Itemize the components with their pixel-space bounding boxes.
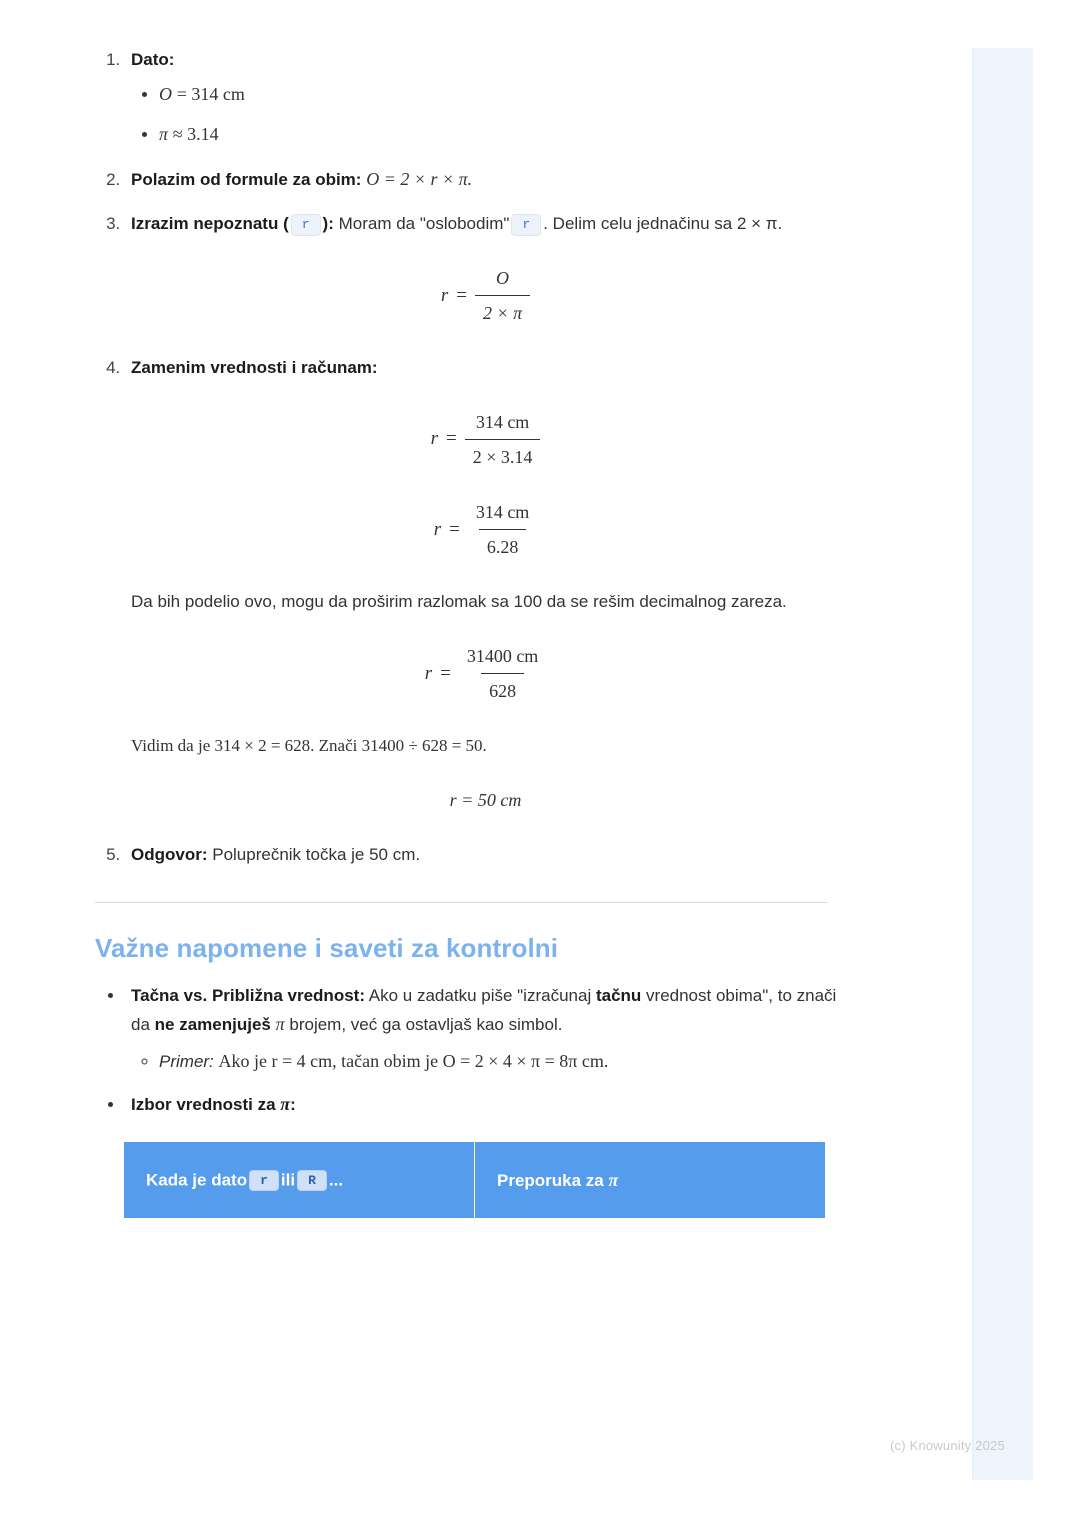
note-1-pi: π (275, 1013, 285, 1034)
variable-pi: π (159, 124, 169, 145)
given-values-list (131, 80, 840, 150)
step-4-label: Zamenim vrednosti i računam: (131, 358, 378, 378)
given-value-o (159, 80, 840, 109)
formula-4-denominator: 628 (481, 673, 524, 706)
step-dato (125, 46, 840, 149)
formula-4-eq: = (440, 662, 451, 684)
formula-3-denominator: 6.28 (479, 529, 527, 562)
table-header-given-mid: ili (280, 1169, 296, 1189)
formula-3-lhs: r (433, 518, 442, 540)
note-1-bold-2: tačnu (595, 986, 642, 1006)
table-header-given-post: ... (328, 1169, 344, 1189)
table-header-pi: π (608, 1169, 619, 1190)
notes-list (95, 982, 840, 1119)
note-1-text-c: brojem, već ga ostavljaš kao simbol. (289, 1014, 563, 1034)
note-exact-vs-approx (125, 982, 840, 1076)
result-text: r = 50 cm (449, 789, 522, 810)
variable-chip-r: r (291, 214, 321, 236)
step-odgovor (125, 841, 840, 869)
formula-2-fraction (465, 408, 541, 472)
page-right-rail (972, 48, 1033, 1480)
note-example (159, 1047, 840, 1076)
step-5-text: Poluprečnik točka je 50 cm. (212, 844, 421, 864)
step-izrazim (125, 210, 840, 328)
formula-2-eq: = (446, 428, 457, 450)
formula-4-numerator: 31400 cm (466, 645, 539, 666)
step-3-label-post: ): (322, 214, 334, 234)
formula-3-numerator: 314 cm (475, 501, 530, 522)
table-header-row (124, 1142, 826, 1219)
formula-r-expanded (131, 642, 840, 706)
formula-3-fraction (468, 498, 538, 562)
formula-1-eq: = (456, 284, 467, 306)
formula-4-lhs: r (424, 662, 433, 684)
step-4-paragraph-2: Vidim da je 314 × 2 = 628. Znači 31400 ÷ 628 = 50. (131, 736, 487, 756)
formula-1-lhs: r (440, 284, 449, 306)
note-2-pi: π (280, 1094, 291, 1115)
formula-1-fraction (475, 264, 530, 328)
copyright-watermark: (c) Knowunity 2025 (890, 1438, 1005, 1453)
table-header-given-pre: Kada je dato (146, 1169, 248, 1189)
step-3-text-a: Moram da "oslobodim" (338, 214, 510, 234)
step-3-label-pre: Izrazim nepoznatu ( (131, 214, 289, 234)
formula-2-denominator: 2 × 3.14 (465, 439, 541, 472)
formula-r-substituted (131, 408, 840, 472)
document-content (95, 46, 840, 1219)
formula-1-denominator: 2 × π (475, 295, 530, 328)
given-value-pi-text: ≈ 3.14 (172, 124, 219, 145)
note-1-bold: Tačna vs. Približna vrednost: (131, 986, 365, 1006)
step-zamenim (125, 354, 840, 815)
variable-chip-r-table: r (249, 1170, 279, 1192)
formula-2-numerator: 314 cm (475, 411, 530, 432)
variable-chip-R-table: R (297, 1170, 327, 1192)
formula-r-decimal (131, 498, 840, 562)
formula-3-eq: = (449, 518, 460, 540)
pi-recommendation-table (123, 1141, 826, 1219)
table-header-row-group (124, 1142, 826, 1219)
formula-result (131, 786, 840, 815)
step-2-formula: O = 2 × r × π. (366, 169, 473, 190)
section-divider (95, 902, 828, 903)
section-title: Važne napomene i saveti za kontrolni (95, 933, 559, 964)
step-3-text-b: . Delim celu jednačinu sa 2 × π. (543, 214, 783, 234)
table-header-given (124, 1142, 475, 1219)
step-formula (125, 165, 840, 194)
note-example-text: Ako je r = 4 cm, tačan obim je O = 2 × 4 × π = 8π cm. (218, 1051, 609, 1072)
variable-chip-r-2: r (511, 214, 541, 236)
variable-o: O (159, 83, 172, 104)
note-2-colon: : (290, 1095, 296, 1115)
formula-2-lhs: r (430, 428, 439, 450)
formula-1-numerator: O (496, 267, 510, 288)
given-value-pi (159, 120, 840, 149)
note-1-bold-3: ne zamenjuješ (154, 1014, 271, 1034)
note-pi-choice (125, 1090, 840, 1119)
table-header-recommendation (475, 1142, 826, 1219)
formula-r-general (131, 264, 840, 328)
note-1-text-a: Ako u zadatku piše "izračunaj (368, 986, 592, 1006)
formula-4-fraction (459, 642, 547, 706)
solution-steps-list (95, 46, 840, 868)
step-2-label: Polazim od formule za obim: (131, 170, 362, 190)
step-5-label: Odgovor: (131, 844, 208, 864)
note-1-text-b: vrednost obima", to znači da (131, 986, 837, 1034)
note-2-bold: Izbor vrednosti za (131, 1095, 276, 1115)
step-1-label: Dato: (131, 50, 175, 69)
note-example-label: Primer: (159, 1052, 214, 1072)
note-1-examples (131, 1047, 840, 1076)
step-4-paragraph-1: Da bih podelio ovo, mogu da proširim razlomak sa 100 da se rešim decimalnog zareza. (131, 592, 787, 612)
table-header-recommendation-pre: Preporuka za (497, 1170, 604, 1190)
given-value-o-text: = 314 cm (176, 83, 245, 104)
